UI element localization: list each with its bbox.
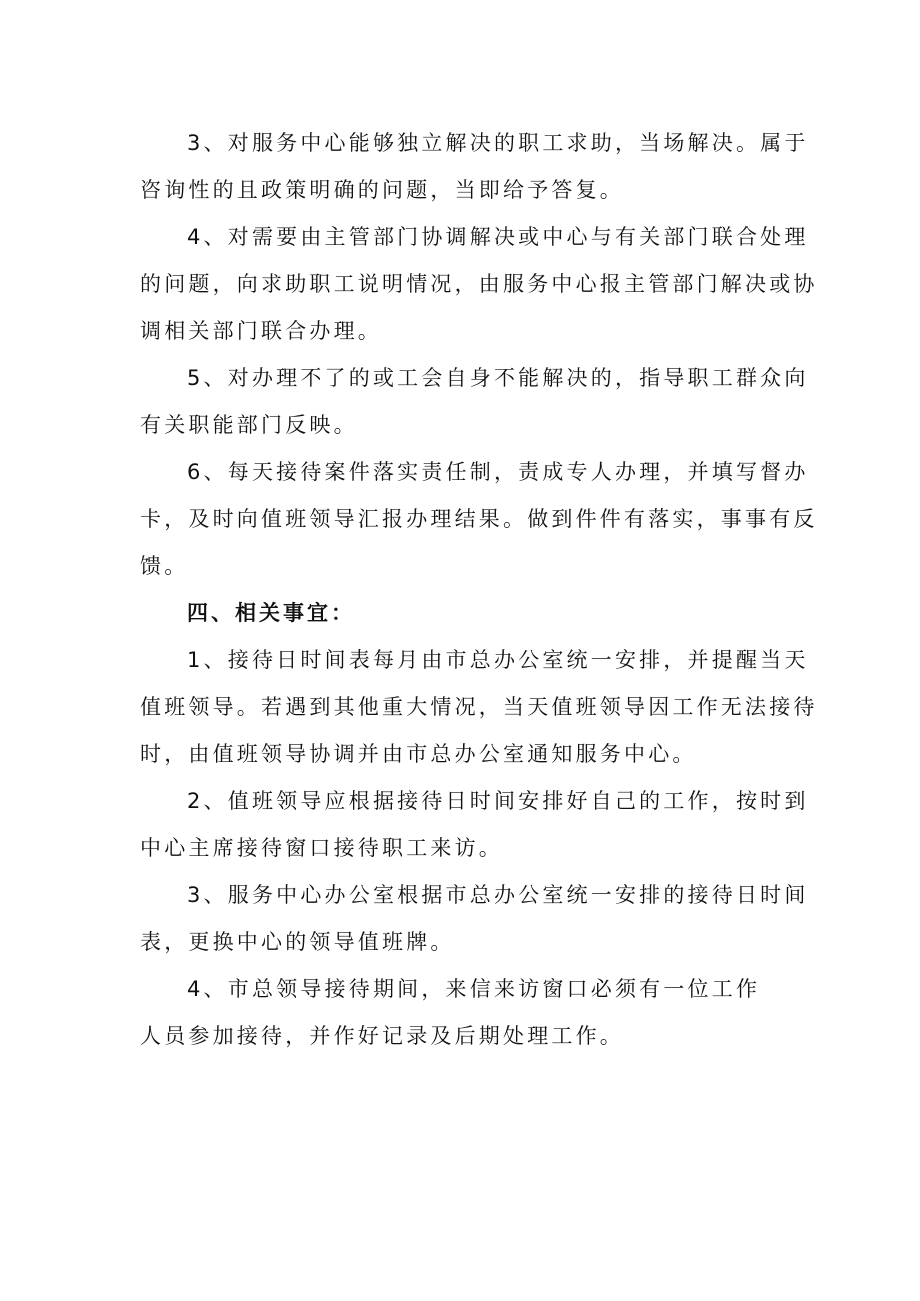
document-page: [140, 120, 818, 1060]
text-line: 人员参加接待，并作好记录及后期处理工作。: [140, 1024, 624, 1048]
paragraph-item-3b: [140, 872, 809, 966]
section-heading: 四、相关事宜：: [187, 601, 355, 625]
text-line: 的问题，向求助职工说明情况，由服务中心报主管部门解决或协: [140, 272, 818, 296]
text-line: 6、每天接待案件落实责任制，责成专人办理，并填写督办: [187, 460, 809, 484]
text-line: 卡，及时向值班领导汇报办理结果。做到件件有落实，事事有反: [140, 507, 818, 531]
paragraph-item-2: [140, 778, 809, 872]
text-line: 4、对需要由主管部门协调解决或中心与有关部门联合处理: [187, 225, 809, 249]
text-line: 有关职能部门反映。: [140, 413, 358, 437]
text-line: 表，更换中心的领导值班牌。: [140, 930, 455, 954]
paragraph-item-4: [140, 214, 818, 355]
text-line: 5、对办理不了的或工会自身不能解决的，指导职工群众向: [187, 366, 809, 390]
paragraph-item-3: [140, 120, 809, 214]
text-line: 3、服务中心办公室根据市总办公室统一安排的接待日时间: [187, 883, 809, 907]
text-line: 时，由值班领导协调并由市总办公室通知服务中心。: [140, 742, 697, 766]
text-line: 1、接待日时间表每月由市总办公室统一安排，并提醒当天: [187, 648, 809, 672]
paragraph-item-4b: [140, 966, 785, 1060]
paragraph-item-5: [140, 355, 809, 449]
text-line: 3、对服务中心能够独立解决的职工求助，当场解决。属于: [187, 131, 809, 155]
paragraph-item-1: [140, 637, 818, 778]
text-line: 咨询性的且政策明确的问题，当即给予答复。: [140, 178, 624, 202]
text-line: 调相关部门联合办理。: [140, 319, 382, 343]
text-line: 中心主席接待窗口接待职工来访。: [140, 836, 503, 860]
text-line: 2、值班领导应根据接待日时间安排好自己的工作，按时到: [187, 789, 809, 813]
paragraph-item-6: [140, 449, 818, 590]
text-line: 值班领导。若遇到其他重大情况，当天值班领导因工作无法接待: [140, 695, 818, 719]
text-line: 馈。: [140, 554, 189, 578]
text-line: 4、市总领导接待期间，来信来访窗口必须有一位工作: [187, 977, 761, 1001]
